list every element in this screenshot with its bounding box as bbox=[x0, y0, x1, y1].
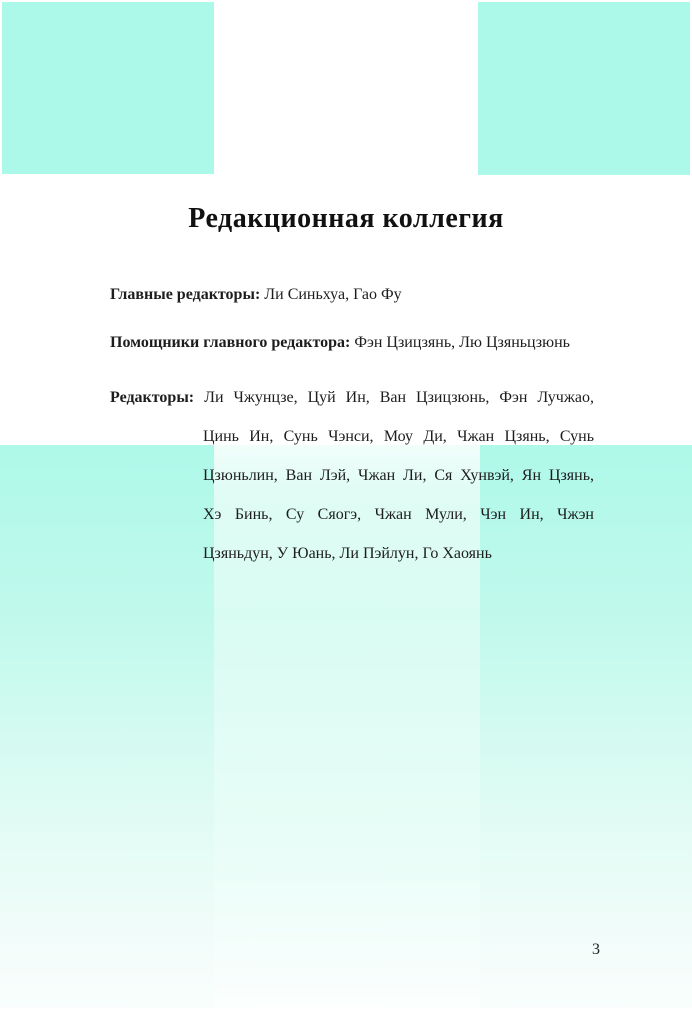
editors-line-5: Цзяньдун, У Юань, Ли Пэйлун, Го Хаоянь bbox=[203, 545, 492, 562]
editors-label: Редакторы: bbox=[110, 389, 195, 406]
editors-line-2: Цинь Ин, Сунь Чэнси, Моу Ди, Чжан Цзянь, Сунь bbox=[203, 428, 594, 445]
page-title: Редакционная коллегия bbox=[188, 202, 504, 234]
deputy-editors-names: Фэн Цзицзянь, Лю Цзяньцзюнь bbox=[350, 334, 570, 351]
chief-editors-names: Ли Синьхуа, Гао Фу bbox=[260, 286, 402, 303]
editors-line-3: Цзюньлин, Ван Лэй, Чжан Ли, Ся Хунвэй, Ян Цзянь, bbox=[203, 467, 594, 484]
editors-paragraph bbox=[110, 378, 594, 573]
decorative-mint-block-top-right bbox=[478, 2, 690, 175]
page-number: 3 bbox=[592, 941, 600, 958]
deputy-editors-line bbox=[110, 333, 592, 353]
editors-line-1 bbox=[110, 378, 594, 417]
decorative-mint-block-top-left bbox=[2, 2, 214, 174]
editors-line-4: Хэ Бинь, Су Сяогэ, Чжан Мули, Чэн Ин, Чжэн bbox=[203, 506, 594, 523]
chief-editors-line bbox=[110, 285, 592, 305]
deputy-editors-label: Помощники главного редактора: bbox=[110, 334, 351, 351]
chief-editors-label: Главные редакторы: bbox=[110, 286, 261, 303]
editors-line-1-names: Ли Чжунцзе, Цуй Ин, Ван Цзицзюнь, Фэн Лучжао, bbox=[194, 389, 594, 406]
